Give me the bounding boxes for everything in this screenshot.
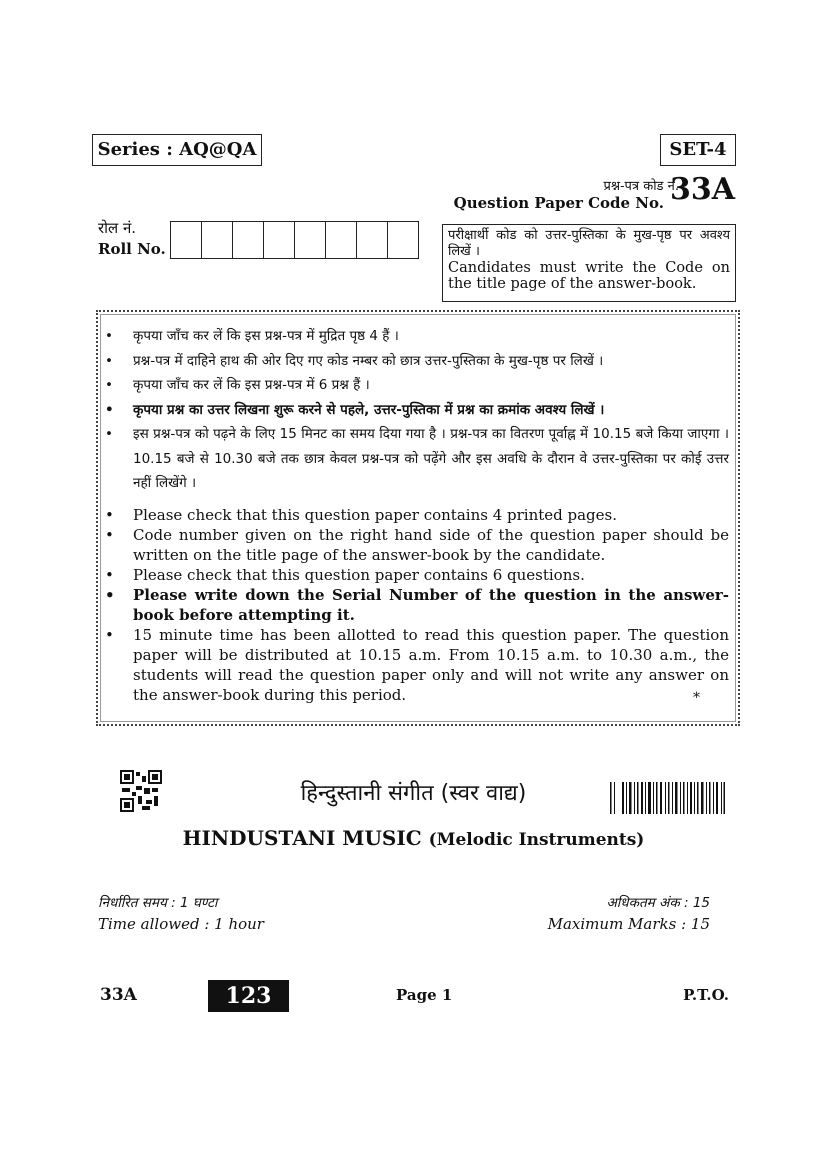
english-instructions bbox=[105, 505, 729, 705]
qp-code-label-text: Question Paper Code No. bbox=[453, 194, 664, 212]
roll-no-box[interactable] bbox=[326, 222, 357, 258]
barcode-icon bbox=[610, 782, 725, 814]
instruction-item: • Please write down the Serial Number of the question in the answer-book before attempting it. bbox=[105, 585, 729, 625]
roll-no-boxes[interactable] bbox=[170, 221, 419, 259]
instruction-item: • कृपया जाँच कर लें कि इस प्रश्न-पत्र में मुद्रित पृष्ठ 4 हैं । bbox=[105, 324, 729, 349]
instruction-item: • कृपया प्रश्न का उत्तर लिखना शुरू करने से पहले, उत्तर-पुस्तिका में प्रश्न का क्रमांक अवश्य लिखें । bbox=[105, 398, 729, 423]
subject-title-hindi: हिन्दुस्तानी संगीत (स्वर वाद्य) bbox=[300, 781, 527, 806]
footer-serial-badge: 123 bbox=[208, 980, 289, 1012]
subject-title-sub: (Melodic Instruments) bbox=[428, 830, 645, 850]
roll-no-box[interactable] bbox=[202, 222, 233, 258]
roll-no-box[interactable] bbox=[264, 222, 295, 258]
roll-no-box[interactable] bbox=[357, 222, 388, 258]
roll-no-box[interactable] bbox=[388, 222, 418, 258]
qp-code-label bbox=[454, 194, 664, 212]
maximum-marks: Maximum Marks : 15 bbox=[547, 915, 710, 933]
instruction-item: • कृपया जाँच कर लें कि इस प्रश्न-पत्र में 6 प्रश्न हैं । bbox=[105, 373, 729, 398]
instruction-item: • Please check that this question paper contains 4 printed pages. bbox=[105, 505, 729, 525]
candidate-note-box bbox=[442, 224, 736, 302]
roll-no-label: Roll No. bbox=[98, 240, 166, 258]
instruction-item: • Code number given on the right hand side of the question paper should be written on the title page of the answer-book by the candidate. bbox=[105, 525, 729, 565]
footer-paper-code: 33A bbox=[100, 985, 137, 1005]
instruction-item: • Please check that this question paper contains 6 questions. bbox=[105, 565, 729, 585]
footer-page-number: Page 1 bbox=[396, 986, 453, 1004]
qp-code-value: 33A bbox=[669, 172, 735, 207]
candidate-note-hindi: परीक्षार्थी कोड को उत्तर-पुस्तिका के मुख-पृष्ठ पर अवश्य लिखें । bbox=[448, 228, 730, 259]
roll-no-box[interactable] bbox=[233, 222, 264, 258]
time-allowed-hindi: निर्धारित समय : 1 घण्टा bbox=[98, 895, 218, 911]
roll-no-box[interactable] bbox=[295, 222, 326, 258]
instruction-item: • प्रश्न-पत्र में दाहिने हाथ की ओर दिए गए कोड नम्बर को छात्र उत्तर-पुस्तिका के मुख-पृष्ठ पर लिखें । bbox=[105, 349, 729, 374]
maximum-marks-hindi: अधिकतम अंक : 15 bbox=[606, 895, 710, 911]
subject-title-english bbox=[0, 826, 827, 850]
instruction-item: • इस प्रश्न-पत्र को पढ़ने के लिए 15 मिनट का समय दिया गया है । प्रश्न-पत्र का वितरण पूर्वाह्न में 10.15 बजे किया जाएगा । 10.15 बजे से 10.30 बजे तक छात्र केवल प्रश्न-पत्र को पढ़ेंगे और इस अवधि के दौरान वे उत्तर-पुस्तिका पर कोई उत्तर नहीं लिखेंगे । bbox=[105, 422, 729, 496]
candidate-note-english: Candidates must write the Code on the title page of the answer-book. bbox=[448, 260, 730, 292]
series-label: Series : AQ@QA bbox=[92, 134, 262, 166]
subject-title-main: HINDUSTANI MUSIC bbox=[182, 826, 422, 850]
hindi-instructions bbox=[105, 324, 729, 496]
roll-no-box[interactable] bbox=[171, 222, 202, 258]
set-label: SET-4 bbox=[660, 134, 736, 166]
qp-code-hindi-label: प्रश्न-पत्र कोड नं. bbox=[603, 179, 679, 194]
roll-no-hindi-label: रोल नं. bbox=[98, 219, 137, 237]
time-allowed: Time allowed : 1 hour bbox=[98, 915, 264, 933]
star-mark: * bbox=[693, 690, 700, 706]
instruction-item: • 15 minute time has been allotted to read this question paper. The question paper will be distributed at 10.15 a.m. From 10.15 a.m. to 10.30 a.m., the students will read the question paper only and will not write any answer on the answer-book during this period. bbox=[105, 625, 729, 705]
footer-pto: P.T.O. bbox=[683, 986, 729, 1004]
